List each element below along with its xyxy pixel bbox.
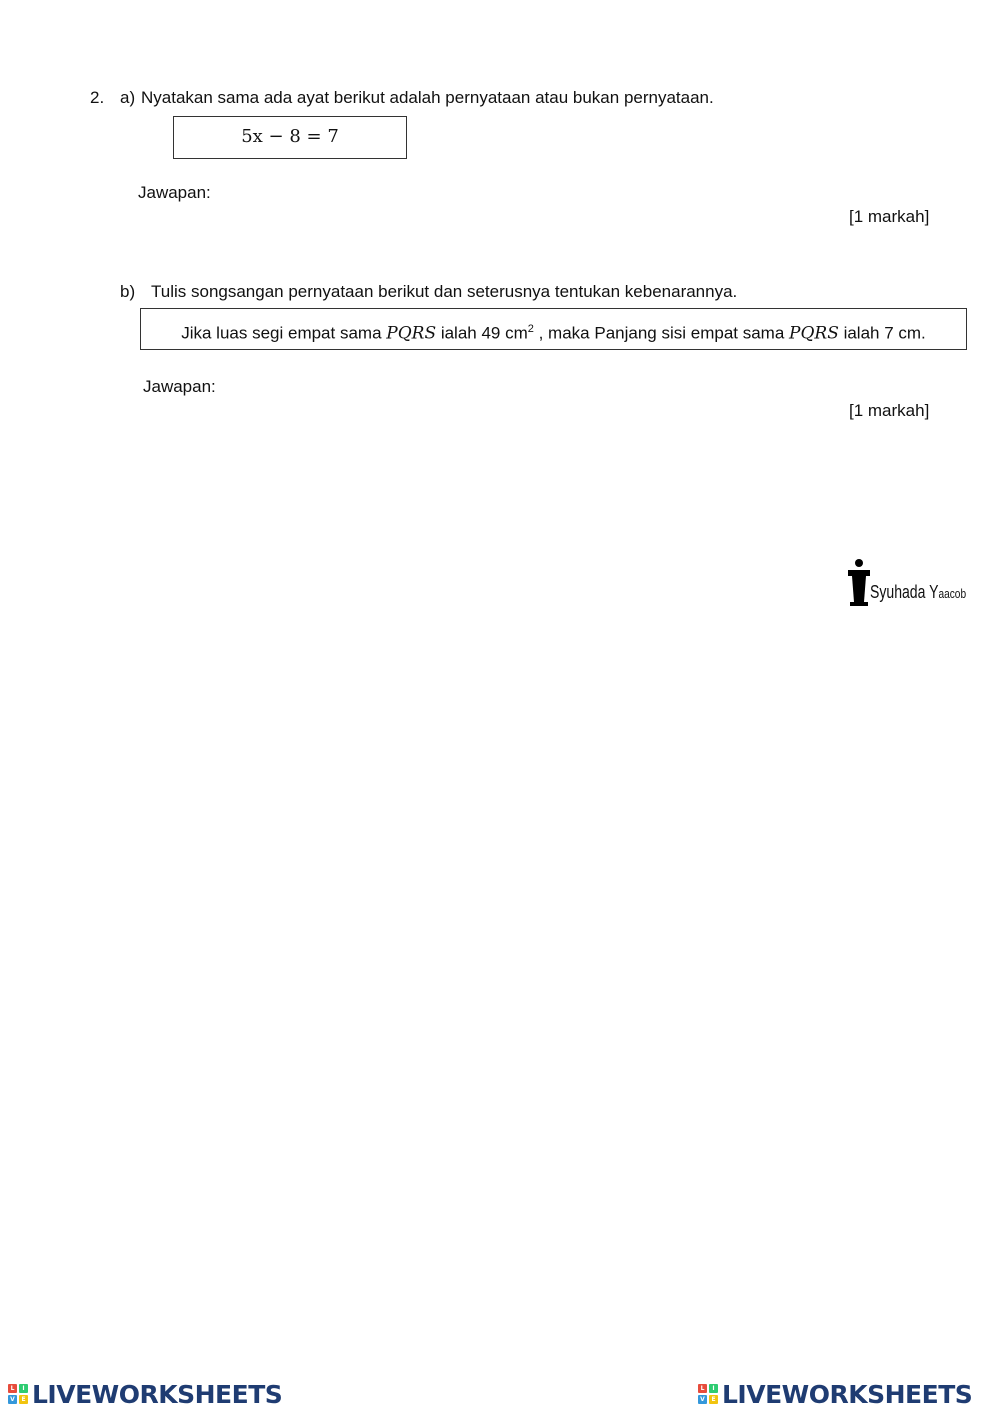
equation: 5x − 8 = 7 <box>241 126 339 147</box>
statement-superscript: 2 <box>527 323 534 335</box>
part-b-answer-label: Jawapan: <box>143 377 216 396</box>
brand-tile: L <box>8 1384 17 1393</box>
question-number: 2. <box>90 88 105 107</box>
part-b-marks: [1 markah] <box>849 401 930 420</box>
statement-variable-2: PQRS <box>789 323 839 344</box>
brand-tile: V <box>8 1395 17 1404</box>
equation-box <box>173 116 407 159</box>
author-signature <box>845 558 975 610</box>
part-a-prompt: Nyatakan sama ada ayat berikut adalah pernyataan atau bukan pernyataan. <box>141 88 714 107</box>
author-last-rest: aacob <box>938 586 967 601</box>
part-a-label: a) <box>120 88 136 107</box>
author-first-name: Syuhada <box>870 582 926 602</box>
brand-logo-icon <box>8 1384 28 1404</box>
statement-part-4: ialah 7 cm. <box>838 323 926 343</box>
author-last-initial: Y <box>929 582 939 602</box>
part-b-label: b) <box>120 282 136 301</box>
brand-tile: L <box>698 1384 707 1393</box>
brand-tile: V <box>698 1395 707 1404</box>
statement-part-1: Jika luas segi empat sama <box>181 323 387 343</box>
brand-tile: E <box>709 1395 718 1404</box>
author-name <box>870 582 966 603</box>
statement-part-2: ialah 49 cm <box>436 323 528 343</box>
brand-name: LIVEWORKSHEETS <box>32 1379 283 1409</box>
brand-logo-icon <box>698 1384 718 1404</box>
part-a-answer-label: Jawapan: <box>138 183 211 202</box>
speaker-podium-icon <box>845 558 873 608</box>
statement-variable-1: PQRS <box>386 323 437 344</box>
brand-tile: I <box>19 1384 28 1393</box>
part-b-prompt: Tulis songsangan pernyataan berikut dan seterusnya tentukan kebenarannya. <box>151 282 738 301</box>
brand-tile: E <box>19 1395 28 1404</box>
statement-box <box>140 308 967 350</box>
brand-tile: I <box>709 1384 718 1393</box>
footer-brand-left[interactable] <box>8 1380 282 1408</box>
part-a-marks: [1 markah] <box>849 207 930 226</box>
footer-brand-right[interactable] <box>698 1380 972 1408</box>
statement-part-3: , maka Panjang sisi empat sama <box>533 323 790 343</box>
statement-text <box>141 319 966 344</box>
brand-name: LIVEWORKSHEETS <box>722 1379 973 1409</box>
